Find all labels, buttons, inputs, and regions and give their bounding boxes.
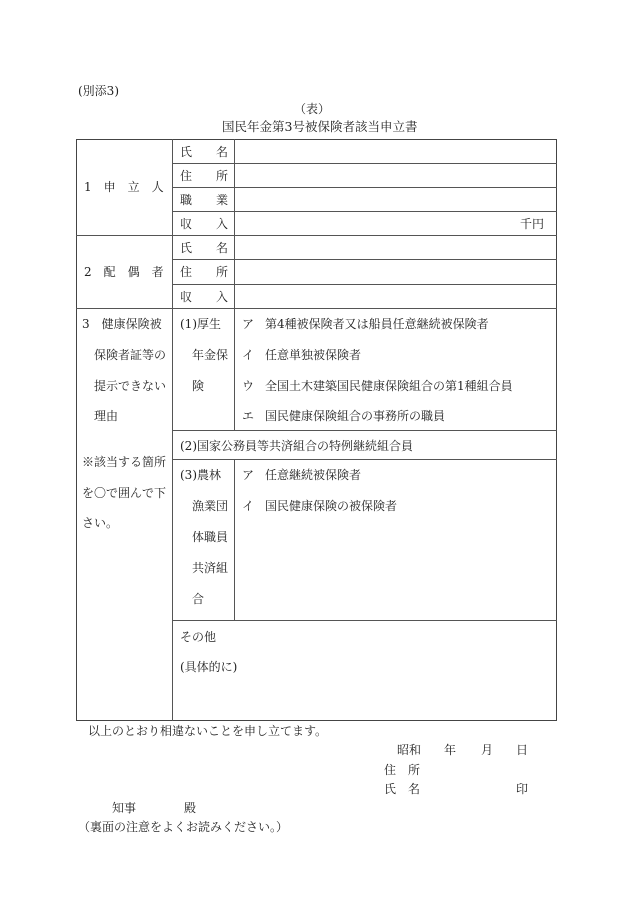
applicant-occupation-field[interactable] — [236, 188, 554, 210]
option-text: 国民健康保険組合の事務所の職員 — [265, 409, 446, 423]
spouse-income-field[interactable] — [236, 285, 554, 307]
option-mark: ア — [242, 317, 255, 331]
spouse-name-field[interactable] — [236, 236, 554, 258]
applicant-name-label: 氏 名 — [180, 145, 229, 159]
other-detail-label: (具体的に) — [180, 660, 238, 674]
income-unit: 千円 — [520, 217, 545, 231]
honorific-label: 殿 — [184, 801, 197, 815]
group1-label-line: 年金保 — [180, 348, 229, 362]
section3-label-line: 保険者証等の — [82, 348, 167, 362]
other-label: その他 — [180, 630, 217, 644]
signer-address-label: 住 所 — [384, 763, 421, 777]
declaration-text: 以上のとおり相違ないことを申し立てます。 — [88, 724, 328, 738]
group3-label-line: 漁業団 — [180, 499, 229, 513]
group1-label: (1)厚生 — [180, 317, 221, 331]
group3-label-line: 共済組 — [180, 561, 229, 575]
applicant-address-field[interactable] — [236, 164, 554, 186]
date-year: 年 — [444, 743, 457, 757]
option-text: 全国土木建築国民健康保険組合の第1種組合員 — [265, 379, 513, 393]
date-day: 日 — [516, 743, 529, 757]
spouse-address-field[interactable] — [236, 260, 554, 283]
other-detail-field[interactable] — [176, 680, 554, 718]
option-text: 第4種被保険者又は船員任意継続被保険者 — [265, 317, 489, 331]
governor-label: 知事 — [112, 801, 137, 815]
option-mark: エ — [242, 409, 255, 423]
option-text: 国民健康保険の被保険者 — [265, 499, 398, 513]
group3-label-line: 体職員 — [180, 530, 229, 544]
group2-option[interactable]: (2)国家公務員等共済組合の特例継続組合員 — [180, 439, 413, 453]
spouse-name-label: 氏 名 — [180, 241, 229, 255]
section1-label: 1 申 立 人 — [84, 180, 164, 194]
spouse-income-label: 収 入 — [180, 290, 229, 304]
option-mark: ア — [242, 468, 255, 482]
spouse-address-label: 住 所 — [180, 265, 229, 279]
footnote: （裏面の注意をよくお読みください。） — [78, 820, 289, 834]
section3-note: を〇で囲んで下 — [82, 486, 167, 500]
date-month: 月 — [481, 743, 494, 757]
applicant-income-field[interactable] — [236, 212, 516, 234]
signer-name-label: 氏 名 — [384, 782, 421, 796]
section3-label-line: 理由 — [82, 409, 119, 423]
applicant-name-field[interactable] — [236, 140, 554, 162]
section3-label: 3 健康保険被 — [82, 317, 162, 331]
option-mark: ウ — [242, 379, 255, 393]
section3-note: ※該当する箇所 — [82, 455, 167, 469]
group3-label: (3)農林 — [180, 468, 221, 482]
applicant-occupation-label: 職 業 — [180, 193, 229, 207]
page-title: 国民年金第3号被保険者該当申立書 — [222, 119, 418, 134]
section2-label: 2 配 偶 者 — [84, 265, 164, 279]
option-mark: イ — [242, 499, 255, 513]
group3-label-line: 合 — [180, 592, 205, 606]
option-text: 任意継続被保険者 — [265, 468, 362, 482]
group1-label-line: 険 — [180, 379, 205, 393]
option-text: 任意単独被保険者 — [265, 348, 362, 362]
date-era: 昭和 — [397, 743, 422, 757]
annex-label: (別添3) — [78, 84, 119, 98]
applicant-income-label: 収 入 — [180, 217, 229, 231]
section3-note: さい。 — [82, 516, 119, 530]
seal-mark: 印 — [516, 782, 529, 796]
section3-label-line: 提示できない — [82, 379, 167, 393]
side-label: （表） — [294, 102, 331, 116]
option-mark: イ — [242, 348, 255, 362]
applicant-address-label: 住 所 — [180, 169, 229, 183]
